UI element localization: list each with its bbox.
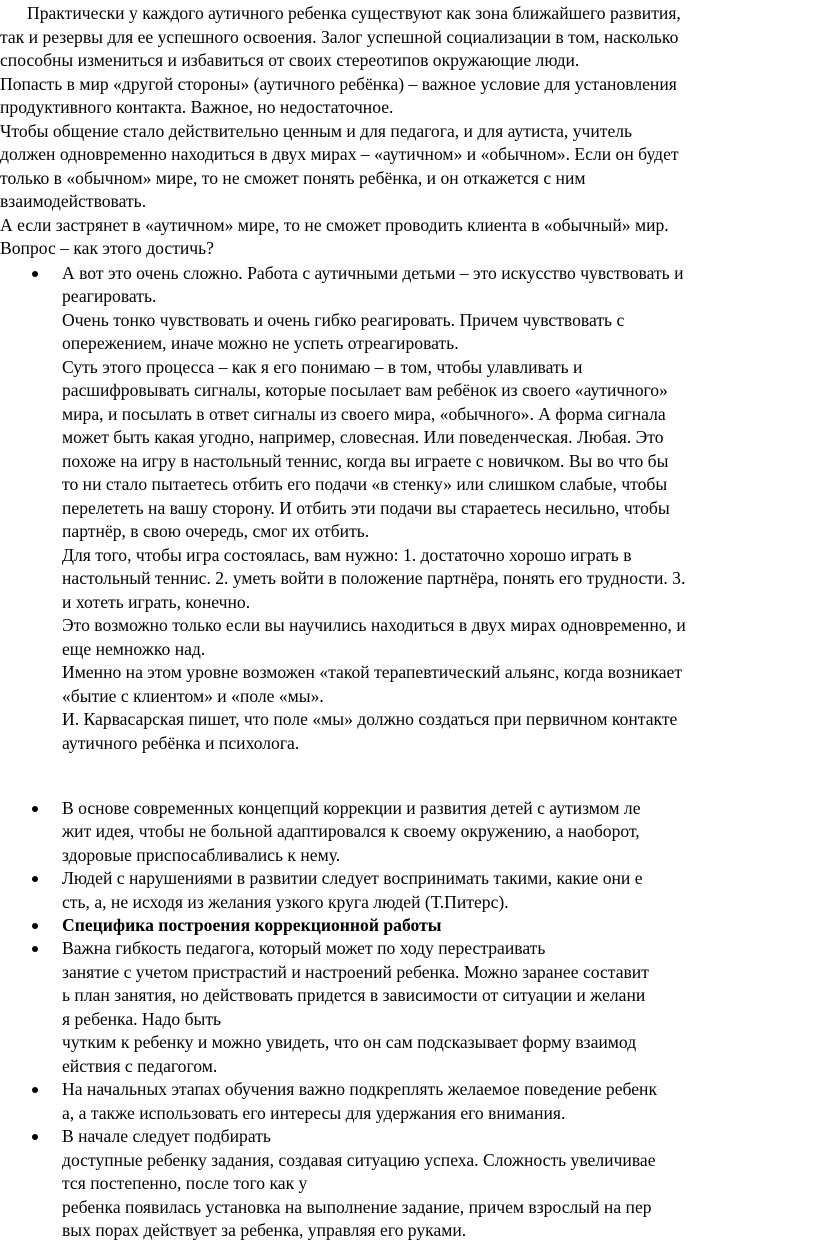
- list-item-line: Важна гибкость педагога, который может по ходу перестраивать: [62, 938, 546, 958]
- list-item-line: доступные ребенку задания, создавая ситуацию успеха. Сложность увеличивае: [62, 1150, 656, 1170]
- list-item-line: перелететь на вашу сторону. И отбить эти подачи вы стараетесь несильно, чтобы: [62, 498, 670, 518]
- list-item-line: партнёр, в свою очередь, смог их отбить.: [62, 521, 370, 541]
- list-item-line: Именно на этом уровне возможен «такой терапевтический альянс, когда возникает: [62, 662, 683, 682]
- list-item-line: сть, а, не исходя из желания узкого круга людей (Т.Питерс).: [62, 892, 509, 912]
- list-item-line: ребенка появилась установка на выполнение задание, причем взрослый на пер: [62, 1197, 652, 1217]
- intro-line: продуктивного контакта. Важное, но недостаточное.: [0, 97, 394, 117]
- list-item-line: жит идея, чтобы не больной адаптировался к своему окружению, а наоборот,: [62, 821, 640, 841]
- bullet-icon: [32, 923, 38, 929]
- list-item-line: занятие с учетом пристрастий и настроений ребенка. Можно заранее составит: [62, 962, 649, 982]
- list-item-line: здоровые приспосабливались к нему.: [62, 845, 341, 865]
- bullet-icon: [32, 1134, 38, 1140]
- list-item-line: ействия с педагогом.: [62, 1056, 218, 1076]
- bullet-icon: [32, 876, 38, 882]
- list-item-line: В начале следует подбирать: [62, 1126, 271, 1146]
- list-item-line: и хотеть играть, конечно.: [62, 592, 251, 612]
- list-item-line: настольный теннис. 2. уметь войти в положение партнёра, понять его трудности. 3.: [62, 568, 686, 588]
- bullet-icon: [32, 806, 38, 812]
- intro-line: должен одновременно находиться в двух мирах – «аутичном» и «обычном». Если он будет: [0, 144, 679, 164]
- list-item-line: «бытие с клиентом» и «поле «мы».: [62, 686, 324, 706]
- list-item-line: тся постепенно, после того как у: [62, 1173, 308, 1193]
- list-item-line: Для того, чтобы игра состоялась, вам нужно: 1. достаточно хорошо играть в: [62, 545, 632, 565]
- list-item-line: ь план занятия, но действовать придется в зависимости от ситуации и желани: [62, 985, 646, 1005]
- intro-line: Практически у каждого аутичного ребенка существуют как зона ближайшего развития,: [27, 3, 681, 23]
- bullet-icon: [32, 946, 38, 952]
- list-item-line: еще немножко над.: [62, 639, 206, 659]
- list-item-line: Это возможно только если вы научились находиться в двух мирах одновременно, и: [62, 615, 686, 635]
- intro-line: взаимодействовать.: [0, 191, 147, 211]
- list-item-line: Очень тонко чувствовать и очень гибко реагировать. Причем чувствовать с: [62, 310, 625, 330]
- list-item-line: Суть этого процесса – как я его понимаю – в том, чтобы улавливать и: [62, 357, 583, 377]
- list-item-line: чутким к ребенку и можно увидеть, что он сам подсказывает форму взаимод: [62, 1032, 637, 1052]
- list-item-line: то ни стало пытаетесь отбить его подачи «в стенку» или слишком слабые, чтобы: [62, 474, 668, 494]
- list-item-line: а, а также использовать его интересы для удержания его внимания.: [62, 1103, 566, 1123]
- list-item-line: Людей с нарушениями в развитии следует воспринимать такими, какие они е: [62, 868, 643, 888]
- list-item-line: В основе современных концепций коррекции и развития детей с аутизмом ле: [62, 798, 641, 818]
- list-item-line: мира, и посылать в ответ сигналы из своего мира, «обычного». А форма сигнала: [62, 404, 666, 424]
- list-item-line: я ребенка. Надо быть: [62, 1009, 222, 1029]
- list-item-line: опережением, иначе можно не успеть отреагировать.: [62, 333, 459, 353]
- list-item-line: И. Карвасарская пишет, что поле «мы» должно создаться при первичном контакте: [62, 709, 678, 729]
- intro-line: способны измениться и избавиться от своих стереотипов окружающие люди.: [0, 50, 580, 70]
- list-item-line: реагировать.: [62, 286, 157, 306]
- section-heading: Специфика построения коррекционной работы: [62, 915, 442, 935]
- intro-line: Чтобы общение стало действительно ценным и для педагога, и для аутиста, учитель: [0, 121, 633, 141]
- intro-line: только в «обычном» мире, то не сможет понять ребёнка, и он откажется с ним: [0, 168, 586, 188]
- bullet-icon: [32, 271, 38, 277]
- intro-line: Попасть в мир «другой стороны» (аутичного ребёнка) – важное условие для установления: [0, 74, 677, 94]
- list-item-line: расшифровывать сигналы, которые посылает вам ребёнок из своего «аутичного»: [62, 380, 668, 400]
- list-item-line: похоже на игру в настольный теннис, когда вы играете с новичком. Вы во что бы: [62, 451, 669, 471]
- list-item-line: А вот это очень сложно. Работа с аутичными детьми – это искусство чувствовать и: [62, 263, 684, 283]
- intro-line: так и резервы для ее успешного освоения. Залог успешной социализации в том, насколько: [0, 27, 679, 47]
- list-item-line: На начальных этапах обучения важно подкреплять желаемое поведение ребенк: [62, 1079, 658, 1099]
- list-item-line: вых порах действует за ребенка, управляя его руками.: [62, 1220, 467, 1240]
- intro-line: Вопрос – как этого достичь?: [0, 238, 214, 258]
- list-item-line: может быть какая угодно, например, словесная. Или поведенческая. Любая. Это: [62, 427, 664, 447]
- list-item-line: аутичного ребёнка и психолога.: [62, 733, 300, 753]
- intro-line: А если застрянет в «аутичном» мире, то не сможет проводить клиента в «обычный» мир.: [0, 215, 669, 235]
- bullet-icon: [32, 1087, 38, 1093]
